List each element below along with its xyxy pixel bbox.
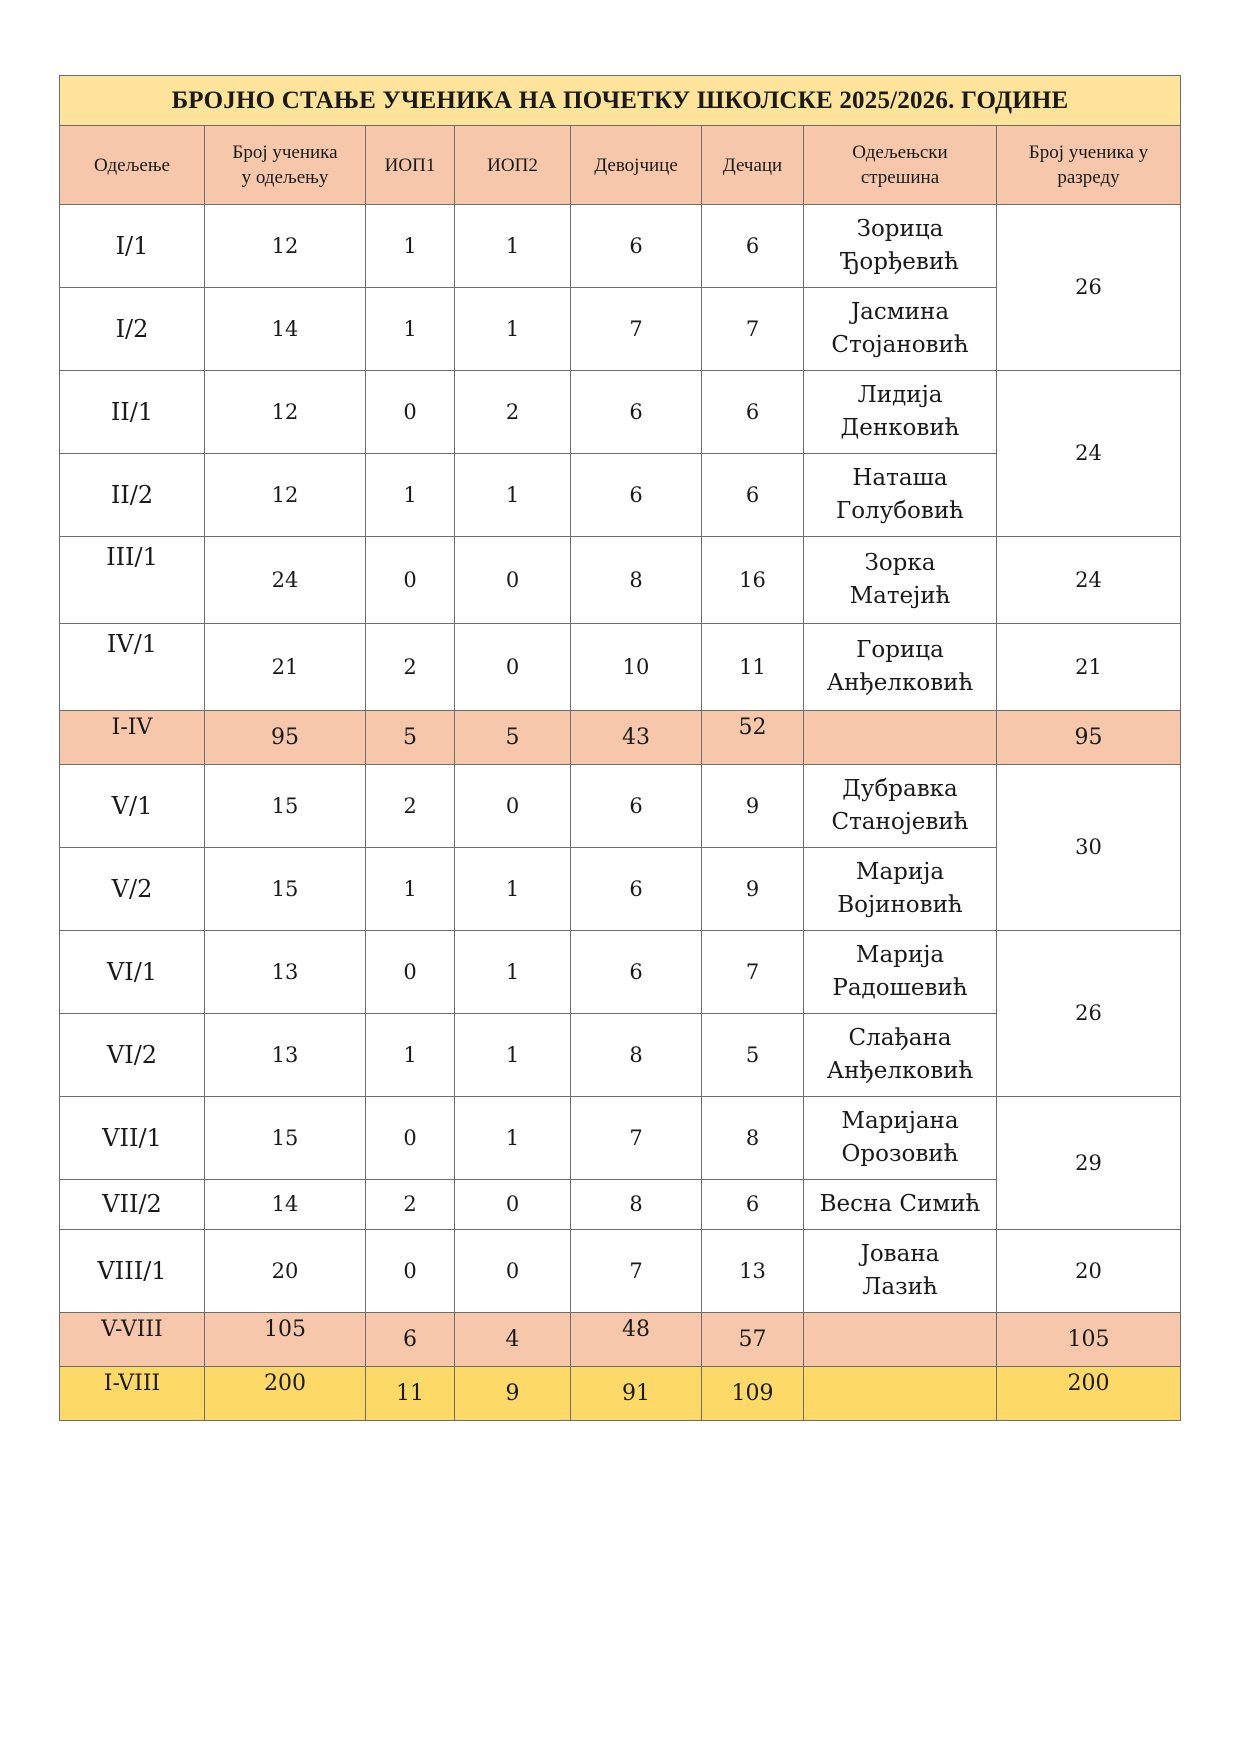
teacher-cell: Марија Војиновић — [804, 848, 997, 931]
header-girls: Девојчице — [571, 126, 702, 205]
dept-cell: I/1 — [60, 205, 205, 288]
iop2-cell: 5 — [455, 711, 571, 765]
table-row — [60, 371, 1181, 454]
students-cell: 15 — [205, 765, 366, 848]
students-cell: 14 — [205, 288, 366, 371]
dept-cell: II/2 — [60, 454, 205, 537]
iop1-cell: 6 — [366, 1313, 455, 1367]
dept-cell: V/1 — [60, 765, 205, 848]
iop1-cell: 11 — [366, 1367, 455, 1421]
boys-cell: 6 — [702, 454, 804, 537]
teacher-cell: Зорка Матејић — [804, 537, 997, 624]
table-row — [60, 624, 1181, 711]
iop1-cell: 2 — [366, 624, 455, 711]
header-department: Одељење — [60, 126, 205, 205]
iop2-cell: 1 — [455, 205, 571, 288]
iop1-cell: 0 — [366, 1097, 455, 1180]
girls-cell: 7 — [571, 288, 702, 371]
dept-cell: II/1 — [60, 371, 205, 454]
iop2-cell: 1 — [455, 848, 571, 931]
iop2-cell: 1 — [455, 931, 571, 1014]
boys-cell: 8 — [702, 1097, 804, 1180]
girls-cell: 6 — [571, 371, 702, 454]
students-cell: 12 — [205, 454, 366, 537]
dept-cell: I-IV — [60, 711, 205, 765]
girls-cell: 43 — [571, 711, 702, 765]
students-cell: 13 — [205, 1014, 366, 1097]
boys-cell: 57 — [702, 1313, 804, 1367]
grade-total-cell: 30 — [997, 765, 1181, 931]
dept-cell: VIII/1 — [60, 1230, 205, 1313]
boys-cell: 7 — [702, 288, 804, 371]
header-iop2: ИОП2 — [455, 126, 571, 205]
iop1-cell: 0 — [366, 931, 455, 1014]
teacher-cell: Горица Анђелковић — [804, 624, 997, 711]
students-cell: 95 — [205, 711, 366, 765]
iop1-cell: 1 — [366, 1014, 455, 1097]
teacher-cell: Наташа Голубовић — [804, 454, 997, 537]
boys-cell: 13 — [702, 1230, 804, 1313]
girls-cell: 6 — [571, 454, 702, 537]
dept-cell: I/2 — [60, 288, 205, 371]
girls-cell: 91 — [571, 1367, 702, 1421]
boys-cell: 7 — [702, 931, 804, 1014]
grade-total-cell: 26 — [997, 931, 1181, 1097]
table-row — [60, 205, 1181, 288]
girls-cell: 6 — [571, 848, 702, 931]
students-cell: 12 — [205, 371, 366, 454]
header-grade-total: Број ученика у разреду — [997, 126, 1181, 205]
boys-cell: 52 — [702, 711, 804, 765]
teacher-cell: Дубравка Станојевић — [804, 765, 997, 848]
students-cell: 200 — [205, 1367, 366, 1421]
iop2-cell: 0 — [455, 624, 571, 711]
students-cell: 105 — [205, 1313, 366, 1367]
table-title: БРОЈНО СТАЊЕ УЧЕНИКА НА ПОЧЕТКУ ШКОЛСКЕ 2025/2026. ГОДИНЕ — [60, 76, 1181, 126]
teacher-cell: Весна Симић — [804, 1180, 997, 1230]
header-row — [60, 126, 1181, 205]
boys-cell: 6 — [702, 1180, 804, 1230]
student-count-table — [59, 75, 1181, 1421]
girls-cell: 6 — [571, 931, 702, 1014]
iop1-cell: 2 — [366, 1180, 455, 1230]
teacher-cell: Јасмина Стојановић — [804, 288, 997, 371]
dept-cell: I-VIII — [60, 1367, 205, 1421]
grade-total-cell: 24 — [997, 371, 1181, 537]
grade-total-cell: 200 — [997, 1367, 1181, 1421]
grade-total-cell: 26 — [997, 205, 1181, 371]
girls-cell: 10 — [571, 624, 702, 711]
boys-cell: 11 — [702, 624, 804, 711]
students-cell: 15 — [205, 848, 366, 931]
dept-cell: V/2 — [60, 848, 205, 931]
iop1-cell: 0 — [366, 371, 455, 454]
table-row — [60, 765, 1181, 848]
subtotal-row-lower — [60, 711, 1181, 765]
teacher-cell — [804, 1367, 997, 1421]
students-cell: 24 — [205, 537, 366, 624]
total-row — [60, 1367, 1181, 1421]
grade-total-cell: 95 — [997, 711, 1181, 765]
iop1-cell: 1 — [366, 454, 455, 537]
girls-cell: 6 — [571, 205, 702, 288]
iop1-cell: 2 — [366, 765, 455, 848]
table-row — [60, 931, 1181, 1014]
boys-cell: 9 — [702, 765, 804, 848]
header-students: Број ученика у одељењу — [205, 126, 366, 205]
dept-cell: VII/2 — [60, 1180, 205, 1230]
students-cell: 13 — [205, 931, 366, 1014]
iop2-cell: 0 — [455, 1230, 571, 1313]
grade-total-cell: 24 — [997, 537, 1181, 624]
girls-cell: 8 — [571, 537, 702, 624]
teacher-cell — [804, 1313, 997, 1367]
girls-cell: 8 — [571, 1014, 702, 1097]
girls-cell: 7 — [571, 1097, 702, 1180]
iop1-cell: 0 — [366, 537, 455, 624]
boys-cell: 5 — [702, 1014, 804, 1097]
iop1-cell: 1 — [366, 848, 455, 931]
girls-cell: 7 — [571, 1230, 702, 1313]
iop2-cell: 4 — [455, 1313, 571, 1367]
grade-total-cell: 21 — [997, 624, 1181, 711]
boys-cell: 9 — [702, 848, 804, 931]
table-row — [60, 537, 1181, 624]
iop1-cell: 1 — [366, 205, 455, 288]
teacher-cell: Јована Лазић — [804, 1230, 997, 1313]
boys-cell: 6 — [702, 371, 804, 454]
students-cell: 15 — [205, 1097, 366, 1180]
girls-cell: 48 — [571, 1313, 702, 1367]
girls-cell: 8 — [571, 1180, 702, 1230]
iop2-cell: 0 — [455, 1180, 571, 1230]
dept-cell: VII/1 — [60, 1097, 205, 1180]
students-cell: 21 — [205, 624, 366, 711]
title-row — [60, 76, 1181, 126]
table-row — [60, 1230, 1181, 1313]
teacher-cell: Слађана Анђелковић — [804, 1014, 997, 1097]
iop2-cell: 0 — [455, 765, 571, 848]
grade-total-cell: 29 — [997, 1097, 1181, 1230]
iop2-cell: 1 — [455, 1014, 571, 1097]
iop1-cell: 0 — [366, 1230, 455, 1313]
iop1-cell: 1 — [366, 288, 455, 371]
students-cell: 12 — [205, 205, 366, 288]
teacher-cell — [804, 711, 997, 765]
grade-total-cell: 105 — [997, 1313, 1181, 1367]
boys-cell: 16 — [702, 537, 804, 624]
header-iop1: ИОП1 — [366, 126, 455, 205]
teacher-cell: Лидија Денковић — [804, 371, 997, 454]
teacher-cell: Маријана Орозовић — [804, 1097, 997, 1180]
iop2-cell: 2 — [455, 371, 571, 454]
teacher-cell: Марија Радошевић — [804, 931, 997, 1014]
header-teacher: Одељењски стрешина — [804, 126, 997, 205]
boys-cell: 6 — [702, 205, 804, 288]
dept-cell: IV/1 — [60, 624, 205, 711]
dept-cell: VI/2 — [60, 1014, 205, 1097]
header-boys: Дечаци — [702, 126, 804, 205]
boys-cell: 109 — [702, 1367, 804, 1421]
table-row — [60, 1097, 1181, 1180]
iop2-cell: 1 — [455, 288, 571, 371]
girls-cell: 6 — [571, 765, 702, 848]
iop2-cell: 0 — [455, 537, 571, 624]
grade-total-cell: 20 — [997, 1230, 1181, 1313]
teacher-cell: Зорица Ђорђевић — [804, 205, 997, 288]
iop2-cell: 1 — [455, 1097, 571, 1180]
dept-cell: III/1 — [60, 537, 205, 624]
students-cell: 20 — [205, 1230, 366, 1313]
iop1-cell: 5 — [366, 711, 455, 765]
iop2-cell: 9 — [455, 1367, 571, 1421]
students-cell: 14 — [205, 1180, 366, 1230]
subtotal-row-upper — [60, 1313, 1181, 1367]
dept-cell: VI/1 — [60, 931, 205, 1014]
iop2-cell: 1 — [455, 454, 571, 537]
dept-cell: V-VIII — [60, 1313, 205, 1367]
